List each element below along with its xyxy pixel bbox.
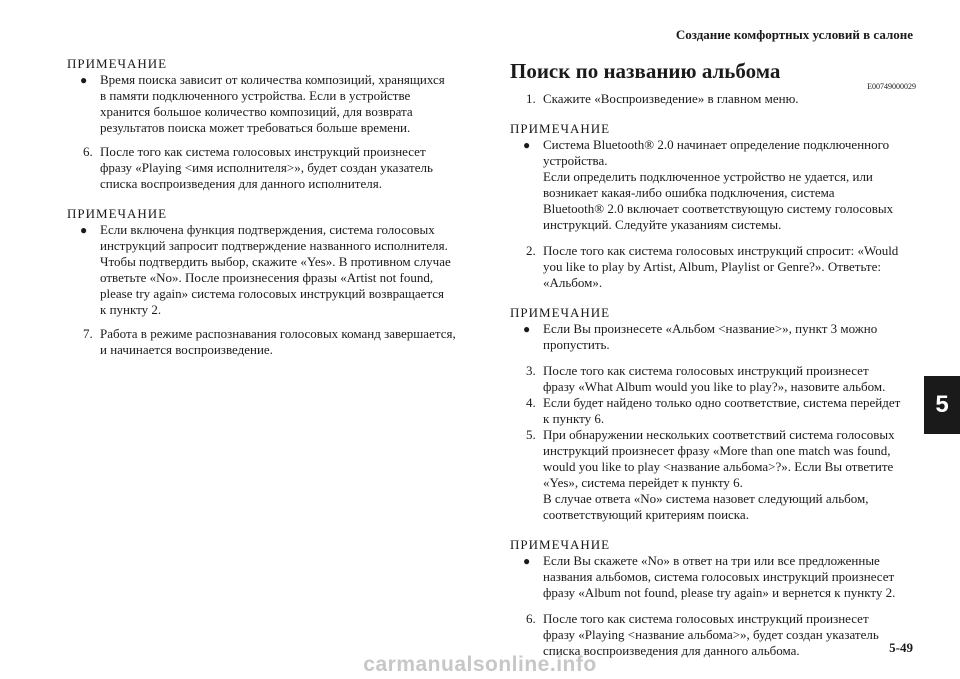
note-bullet xyxy=(510,137,916,233)
text-line: фразу «Playing <имя исполнителя>», будет создан указатель xyxy=(100,160,433,175)
text-line: Работа в режиме распознавания голосовых команд завершается, xyxy=(100,326,456,341)
section-code: E00749000029 xyxy=(867,82,916,91)
text-line: you like to play by Artist, Album, Playlist or Genre?». Ответьте: xyxy=(543,259,881,274)
text-line: фразу «What Album would you like to play?», назовите альбом. xyxy=(543,379,886,394)
note-heading: ПРИМЕЧАНИЕ xyxy=(510,305,611,320)
note-heading: ПРИМЕЧАНИЕ xyxy=(510,121,611,136)
text-line: В случае ответа «No» система назовет следующий альбом, xyxy=(543,491,869,506)
text-line: Если определить подключенное устройство не удается, или xyxy=(543,169,873,184)
note-heading: ПРИМЕЧАНИЕ xyxy=(67,56,168,71)
step-6 xyxy=(510,611,916,659)
text-line: После того как система голосовых инструкций спросит: «Would xyxy=(543,243,899,258)
text-line: После того как система голосовых инструкций произнесет xyxy=(543,611,869,626)
right-column xyxy=(510,58,916,659)
text-line: названия альбомов, система голосовых инструкций произнесет xyxy=(543,569,895,584)
text-line: Система Bluetooth® 2.0 начинает определение подключенного xyxy=(543,137,890,152)
step-6 xyxy=(67,144,485,192)
step-number: 1. xyxy=(526,91,536,106)
text-line: После того как система голосовых инструкций произнесет xyxy=(100,144,426,159)
left-column xyxy=(67,56,485,358)
text-line: please try again» система голосовых инструкций возвращается xyxy=(100,286,444,301)
text-line: хранится большое количество композиций, для возврата xyxy=(100,104,413,119)
text-line: Если Вы скажете «No» в ответ на три или все предложенные xyxy=(543,553,880,568)
text-line: к пункту 6. xyxy=(543,411,605,426)
page-header-title: Создание комфортных условий в салоне xyxy=(675,27,913,42)
text-line: инструкций запросит подтверждение названного исполнителя. xyxy=(100,238,448,253)
text-line: соответствующий критериям поиска. xyxy=(543,507,749,522)
step-number: 6. xyxy=(526,611,536,626)
text-line: списка воспроизведения для данного исполнителя. xyxy=(100,176,382,191)
bullet-icon: ● xyxy=(80,223,88,237)
text-line: Если Вы произнесете «Альбом <название>», пункт 3 можно xyxy=(543,321,878,336)
text-line: пропустить. xyxy=(543,337,610,352)
bullet-icon: ● xyxy=(523,554,531,568)
chapter-tab xyxy=(924,376,960,434)
page-number: 5-49 xyxy=(889,640,913,655)
note-heading: ПРИМЕЧАНИЕ xyxy=(510,537,611,552)
text-line: к пункту 2. xyxy=(100,302,162,317)
note-heading: ПРИМЕЧАНИЕ xyxy=(67,206,168,221)
step-number: 6. xyxy=(83,144,93,159)
text-line: фразу «Playing <название альбома>», будет создан указатель xyxy=(543,627,879,642)
step-number: 2. xyxy=(526,243,536,258)
step-7 xyxy=(67,326,485,358)
text-line: Время поиска зависит от количества композиций, хранящихся xyxy=(100,72,445,87)
step-2 xyxy=(510,243,916,291)
text-line: списка воспроизведения для данного альбома. xyxy=(543,643,800,658)
text-line: would you like to play <название альбома>?». Если Вы ответите xyxy=(543,459,894,474)
bullet-icon: ● xyxy=(523,138,531,152)
text-line: Если будет найдено только одно соответствие, система перейдет xyxy=(543,395,901,410)
text-line: Bluetooth® 2.0 включает соответствующую систему голосовых xyxy=(543,201,894,216)
text-line: устройства. xyxy=(543,153,608,168)
text-line: «Yes», система перейдет к пункту 6. xyxy=(543,475,743,490)
text-line: результатов поиска может требоваться больше времени. xyxy=(100,120,411,135)
step-5 xyxy=(510,427,916,523)
text-line: в памяти подключенного устройства. Если в устройстве xyxy=(100,88,411,103)
step-3 xyxy=(510,363,916,395)
note-bullet xyxy=(67,222,485,318)
text-line: Скажите «Воспроизведение» в главном меню. xyxy=(543,91,799,106)
text-line: инструкций произнесет фразу «More than one match was found, xyxy=(543,443,891,458)
text-line: Чтобы подтвердить выбор, скажите «Yes». В противном случае xyxy=(100,254,451,269)
text-line: и начинается воспроизведение. xyxy=(100,342,273,357)
step-number: 5. xyxy=(526,427,536,442)
step-number: 7. xyxy=(83,326,93,341)
note-bullet xyxy=(67,72,485,136)
text-line: «Альбом». xyxy=(543,275,603,290)
note-bullet xyxy=(510,553,916,601)
bullet-icon: ● xyxy=(523,322,531,336)
step-number: 4. xyxy=(526,395,536,410)
note-bullet xyxy=(510,321,916,353)
watermark: carmanualsonline.info xyxy=(363,653,597,676)
text-line: Если включена функция подтверждения, система голосовых xyxy=(100,222,435,237)
text-line: возникает какая-либо ошибка подключения, система xyxy=(543,185,835,200)
text-line: После того как система голосовых инструкций произнесет xyxy=(543,363,869,378)
text-line: ответьте «No». После произнесения фразы «Artist not found, xyxy=(100,270,434,285)
chapter-number: 5 xyxy=(935,391,949,418)
text-line: фразу «Album not found, please try again» и вернется к пункту 2. xyxy=(543,585,896,600)
bullet-icon: ● xyxy=(80,73,88,87)
step-number: 3. xyxy=(526,363,536,378)
text-line: инструкций. Следуйте указаниям системы. xyxy=(543,217,782,232)
step-1 xyxy=(510,91,916,107)
text-line: При обнаружении нескольких соответствий система голосовых xyxy=(543,427,895,442)
step-4 xyxy=(510,395,916,427)
section-title: Поиск по названию альбома xyxy=(510,59,781,83)
